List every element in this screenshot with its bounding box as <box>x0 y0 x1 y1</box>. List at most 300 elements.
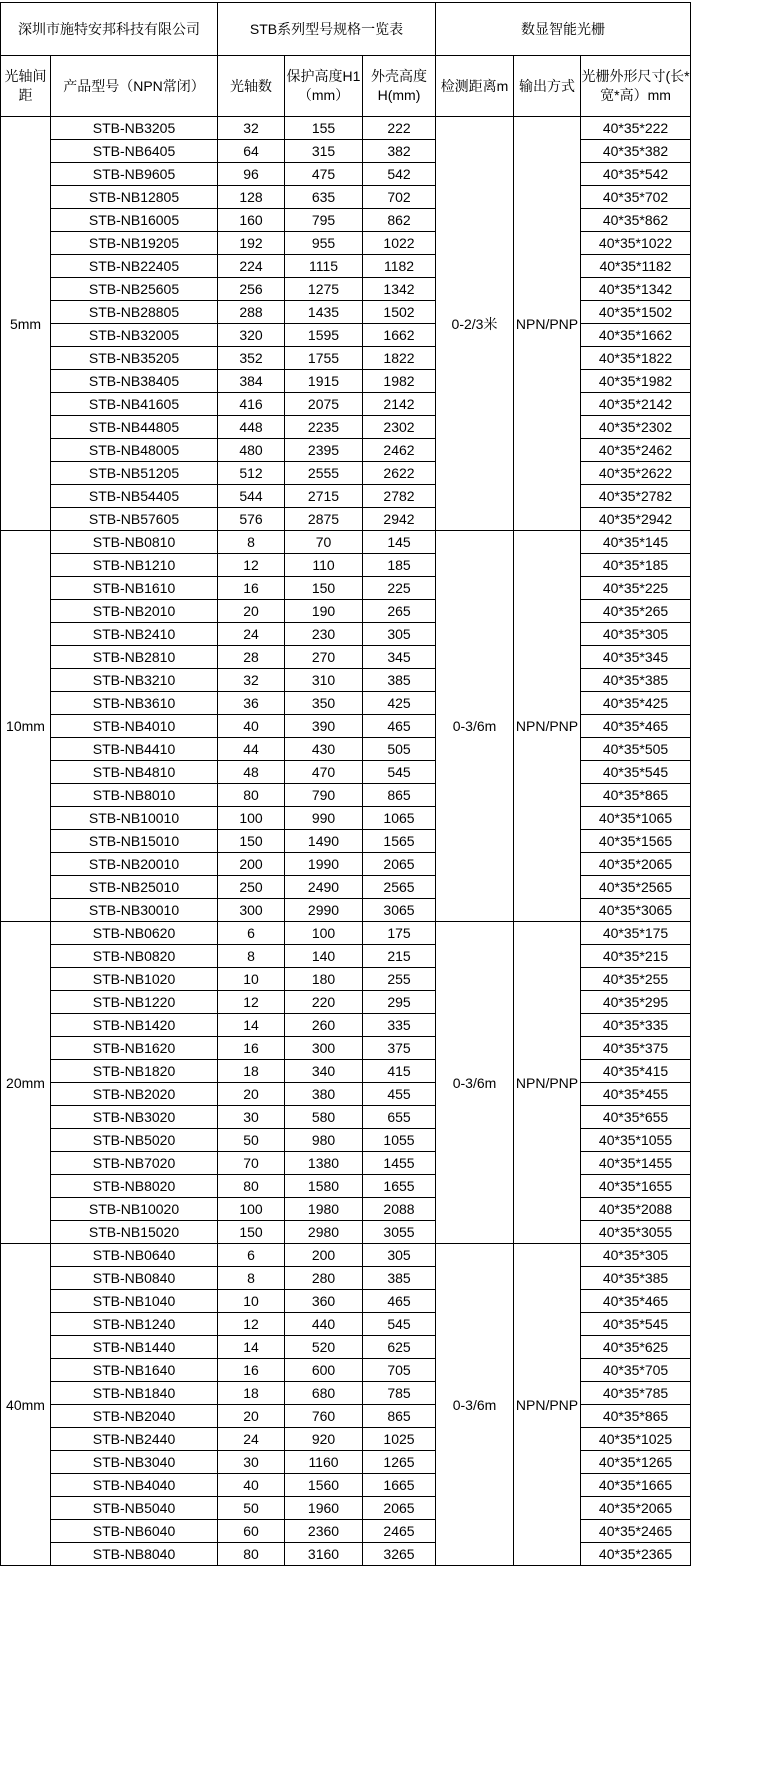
axes-cell: 192 <box>218 232 285 255</box>
size-cell: 40*35*3055 <box>581 1221 691 1244</box>
housing-height-cell: 2942 <box>363 508 436 531</box>
size-cell: 40*35*425 <box>581 692 691 715</box>
axes-cell: 200 <box>218 853 285 876</box>
protect-height-cell: 350 <box>285 692 363 715</box>
protect-height-cell: 760 <box>285 1405 363 1428</box>
table-row <box>1 876 691 899</box>
size-cell: 40*35*1655 <box>581 1175 691 1198</box>
distance-group-cell: 0-3/6m <box>436 922 514 1244</box>
protect-height-cell: 1560 <box>285 1474 363 1497</box>
protect-height-cell: 340 <box>285 1060 363 1083</box>
model-cell: STB-NB1420 <box>51 1014 218 1037</box>
model-cell: STB-NB38405 <box>51 370 218 393</box>
size-cell: 40*35*375 <box>581 1037 691 1060</box>
size-cell: 40*35*2782 <box>581 485 691 508</box>
model-cell: STB-NB35205 <box>51 347 218 370</box>
model-cell: STB-NB57605 <box>51 508 218 531</box>
axes-cell: 576 <box>218 508 285 531</box>
model-cell: STB-NB51205 <box>51 462 218 485</box>
size-cell: 40*35*2365 <box>581 1543 691 1566</box>
protect-height-cell: 270 <box>285 646 363 669</box>
size-cell: 40*35*455 <box>581 1083 691 1106</box>
housing-height-cell: 295 <box>363 991 436 1014</box>
protect-height-cell: 1990 <box>285 853 363 876</box>
model-cell: STB-NB6405 <box>51 140 218 163</box>
protect-height-cell: 100 <box>285 922 363 945</box>
protect-height-cell: 190 <box>285 600 363 623</box>
model-cell: STB-NB5040 <box>51 1497 218 1520</box>
size-cell: 40*35*702 <box>581 186 691 209</box>
size-cell: 40*35*2142 <box>581 393 691 416</box>
size-cell: 40*35*1565 <box>581 830 691 853</box>
size-cell: 40*35*345 <box>581 646 691 669</box>
model-cell: STB-NB3610 <box>51 692 218 715</box>
table-row <box>1 922 691 945</box>
table-row <box>1 1497 691 1520</box>
axes-cell: 32 <box>218 669 285 692</box>
table-row <box>1 462 691 485</box>
size-cell: 40*35*1665 <box>581 1474 691 1497</box>
table-row <box>1 1152 691 1175</box>
size-cell: 40*35*2565 <box>581 876 691 899</box>
table-row <box>1 393 691 416</box>
distance-group-cell: 0-3/6m <box>436 1244 514 1566</box>
protect-height-cell: 155 <box>285 117 363 140</box>
axes-cell: 32 <box>218 117 285 140</box>
table-row <box>1 715 691 738</box>
model-cell: STB-NB1240 <box>51 1313 218 1336</box>
axes-cell: 12 <box>218 991 285 1014</box>
table-row <box>1 370 691 393</box>
model-cell: STB-NB0620 <box>51 922 218 945</box>
axes-cell: 480 <box>218 439 285 462</box>
model-cell: STB-NB5020 <box>51 1129 218 1152</box>
protect-height-cell: 310 <box>285 669 363 692</box>
size-cell: 40*35*415 <box>581 1060 691 1083</box>
header-distance: 检测距离m <box>436 56 514 117</box>
table-row <box>1 1474 691 1497</box>
protect-height-cell: 2875 <box>285 508 363 531</box>
model-cell: STB-NB25605 <box>51 278 218 301</box>
axes-cell: 6 <box>218 922 285 945</box>
size-cell: 40*35*1265 <box>581 1451 691 1474</box>
axes-cell: 512 <box>218 462 285 485</box>
size-cell: 40*35*265 <box>581 600 691 623</box>
protect-height-cell: 955 <box>285 232 363 255</box>
protect-height-cell: 1380 <box>285 1152 363 1175</box>
size-cell: 40*35*625 <box>581 1336 691 1359</box>
table-row <box>1 669 691 692</box>
size-cell: 40*35*465 <box>581 715 691 738</box>
housing-height-cell: 865 <box>363 784 436 807</box>
table-row <box>1 830 691 853</box>
size-cell: 40*35*865 <box>581 784 691 807</box>
protect-height-cell: 200 <box>285 1244 363 1267</box>
table-row <box>1 853 691 876</box>
model-cell: STB-NB1440 <box>51 1336 218 1359</box>
axes-cell: 80 <box>218 1543 285 1566</box>
pitch-group-cell: 5mm <box>1 117 51 531</box>
axes-cell: 12 <box>218 1313 285 1336</box>
axes-cell: 40 <box>218 715 285 738</box>
housing-height-cell: 542 <box>363 163 436 186</box>
housing-height-cell: 2462 <box>363 439 436 462</box>
housing-height-cell: 2782 <box>363 485 436 508</box>
protect-height-cell: 280 <box>285 1267 363 1290</box>
housing-height-cell: 385 <box>363 669 436 692</box>
model-cell: STB-NB2040 <box>51 1405 218 1428</box>
size-cell: 40*35*382 <box>581 140 691 163</box>
header-row <box>1 56 691 117</box>
table-row <box>1 324 691 347</box>
housing-height-cell: 375 <box>363 1037 436 1060</box>
housing-height-cell: 505 <box>363 738 436 761</box>
header-output: 输出方式 <box>514 56 581 117</box>
size-cell: 40*35*2465 <box>581 1520 691 1543</box>
axes-cell: 18 <box>218 1060 285 1083</box>
protect-height-cell: 390 <box>285 715 363 738</box>
protect-height-cell: 2980 <box>285 1221 363 1244</box>
model-cell: STB-NB0640 <box>51 1244 218 1267</box>
model-cell: STB-NB15020 <box>51 1221 218 1244</box>
size-cell: 40*35*655 <box>581 1106 691 1129</box>
table-row <box>1 1060 691 1083</box>
size-cell: 40*35*1662 <box>581 324 691 347</box>
housing-height-cell: 1455 <box>363 1152 436 1175</box>
axes-cell: 14 <box>218 1336 285 1359</box>
protect-height-cell: 795 <box>285 209 363 232</box>
protect-height-cell: 1755 <box>285 347 363 370</box>
output-group-cell: NPN/PNP <box>514 922 581 1244</box>
table-row <box>1 1198 691 1221</box>
table-row <box>1 807 691 830</box>
axes-cell: 30 <box>218 1451 285 1474</box>
housing-height-cell: 1055 <box>363 1129 436 1152</box>
axes-cell: 8 <box>218 531 285 554</box>
size-cell: 40*35*705 <box>581 1359 691 1382</box>
model-cell: STB-NB4040 <box>51 1474 218 1497</box>
product-title: 数显智能光栅 <box>436 3 691 56</box>
housing-height-cell: 1665 <box>363 1474 436 1497</box>
protect-height-cell: 360 <box>285 1290 363 1313</box>
housing-height-cell: 2065 <box>363 853 436 876</box>
model-cell: STB-NB2410 <box>51 623 218 646</box>
table-row <box>1 1336 691 1359</box>
axes-cell: 60 <box>218 1520 285 1543</box>
size-cell: 40*35*1182 <box>581 255 691 278</box>
housing-height-cell: 215 <box>363 945 436 968</box>
axes-cell: 8 <box>218 1267 285 1290</box>
axes-cell: 30 <box>218 1106 285 1129</box>
axes-cell: 256 <box>218 278 285 301</box>
model-cell: STB-NB16005 <box>51 209 218 232</box>
table-row <box>1 416 691 439</box>
header-size: 光栅外形尺寸(长*宽*高）mm <box>581 56 691 117</box>
table-row <box>1 554 691 577</box>
protect-height-cell: 990 <box>285 807 363 830</box>
model-cell: STB-NB1210 <box>51 554 218 577</box>
protect-height-cell: 1115 <box>285 255 363 278</box>
axes-cell: 40 <box>218 1474 285 1497</box>
axes-cell: 250 <box>218 876 285 899</box>
axes-cell: 16 <box>218 1359 285 1382</box>
protect-height-cell: 600 <box>285 1359 363 1382</box>
header-axes: 光轴数 <box>218 56 285 117</box>
table-row <box>1 1129 691 1152</box>
protect-height-cell: 1960 <box>285 1497 363 1520</box>
protect-height-cell: 3160 <box>285 1543 363 1566</box>
housing-height-cell: 465 <box>363 715 436 738</box>
housing-height-cell: 625 <box>363 1336 436 1359</box>
table-row <box>1 1313 691 1336</box>
axes-cell: 150 <box>218 1221 285 1244</box>
protect-height-cell: 70 <box>285 531 363 554</box>
size-cell: 40*35*255 <box>581 968 691 991</box>
protect-height-cell: 580 <box>285 1106 363 1129</box>
protect-height-cell: 2075 <box>285 393 363 416</box>
protect-height-cell: 920 <box>285 1428 363 1451</box>
axes-cell: 70 <box>218 1152 285 1175</box>
protect-height-cell: 2490 <box>285 876 363 899</box>
model-cell: STB-NB12805 <box>51 186 218 209</box>
size-cell: 40*35*1022 <box>581 232 691 255</box>
housing-height-cell: 1265 <box>363 1451 436 1474</box>
model-cell: STB-NB3205 <box>51 117 218 140</box>
axes-cell: 80 <box>218 784 285 807</box>
size-cell: 40*35*185 <box>581 554 691 577</box>
size-cell: 40*35*305 <box>581 623 691 646</box>
table-row <box>1 1106 691 1129</box>
protect-height-cell: 315 <box>285 140 363 163</box>
model-cell: STB-NB1820 <box>51 1060 218 1083</box>
axes-cell: 300 <box>218 899 285 922</box>
axes-cell: 24 <box>218 623 285 646</box>
size-cell: 40*35*295 <box>581 991 691 1014</box>
housing-height-cell: 1025 <box>363 1428 436 1451</box>
axes-cell: 100 <box>218 807 285 830</box>
table-row <box>1 623 691 646</box>
protect-height-cell: 260 <box>285 1014 363 1037</box>
table-row <box>1 968 691 991</box>
size-cell: 40*35*3065 <box>581 899 691 922</box>
size-cell: 40*35*215 <box>581 945 691 968</box>
axes-cell: 18 <box>218 1382 285 1405</box>
table-row <box>1 692 691 715</box>
axes-cell: 100 <box>218 1198 285 1221</box>
axes-cell: 10 <box>218 968 285 991</box>
protect-height-cell: 1160 <box>285 1451 363 1474</box>
protect-height-cell: 520 <box>285 1336 363 1359</box>
model-cell: STB-NB2010 <box>51 600 218 623</box>
model-cell: STB-NB4810 <box>51 761 218 784</box>
spec-table <box>0 2 691 1566</box>
table-row <box>1 1244 691 1267</box>
size-cell: 40*35*1055 <box>581 1129 691 1152</box>
axes-cell: 12 <box>218 554 285 577</box>
table-row <box>1 209 691 232</box>
model-cell: STB-NB4010 <box>51 715 218 738</box>
housing-height-cell: 265 <box>363 600 436 623</box>
table-row <box>1 1083 691 1106</box>
axes-cell: 48 <box>218 761 285 784</box>
axes-cell: 288 <box>218 301 285 324</box>
model-cell: STB-NB19205 <box>51 232 218 255</box>
protect-height-cell: 110 <box>285 554 363 577</box>
model-cell: STB-NB2810 <box>51 646 218 669</box>
housing-height-cell: 425 <box>363 692 436 715</box>
table-row <box>1 1359 691 1382</box>
output-group-cell: NPN/PNP <box>514 1244 581 1566</box>
table-row <box>1 1428 691 1451</box>
protect-height-cell: 230 <box>285 623 363 646</box>
axes-cell: 416 <box>218 393 285 416</box>
axes-cell: 448 <box>218 416 285 439</box>
axes-cell: 50 <box>218 1497 285 1520</box>
axes-cell: 320 <box>218 324 285 347</box>
model-cell: STB-NB4410 <box>51 738 218 761</box>
header-protect-height: 保护高度H1（mm） <box>285 56 363 117</box>
model-cell: STB-NB1220 <box>51 991 218 1014</box>
output-group-cell: NPN/PNP <box>514 117 581 531</box>
axes-cell: 6 <box>218 1244 285 1267</box>
table-row <box>1 1405 691 1428</box>
housing-height-cell: 2622 <box>363 462 436 485</box>
protect-height-cell: 140 <box>285 945 363 968</box>
housing-height-cell: 545 <box>363 1313 436 1336</box>
model-cell: STB-NB22405 <box>51 255 218 278</box>
size-cell: 40*35*175 <box>581 922 691 945</box>
pitch-group-cell: 10mm <box>1 531 51 922</box>
model-cell: STB-NB25010 <box>51 876 218 899</box>
axes-cell: 20 <box>218 1405 285 1428</box>
housing-height-cell: 415 <box>363 1060 436 1083</box>
housing-height-cell: 1822 <box>363 347 436 370</box>
table-row <box>1 738 691 761</box>
table-row <box>1 577 691 600</box>
axes-cell: 24 <box>218 1428 285 1451</box>
model-cell: STB-NB10020 <box>51 1198 218 1221</box>
protect-height-cell: 2715 <box>285 485 363 508</box>
table-row <box>1 163 691 186</box>
table-row <box>1 531 691 554</box>
table-row <box>1 1290 691 1313</box>
housing-height-cell: 222 <box>363 117 436 140</box>
table-row <box>1 186 691 209</box>
axes-cell: 224 <box>218 255 285 278</box>
table-row <box>1 140 691 163</box>
housing-height-cell: 1982 <box>363 370 436 393</box>
housing-height-cell: 1065 <box>363 807 436 830</box>
axes-cell: 10 <box>218 1290 285 1313</box>
model-cell: STB-NB30010 <box>51 899 218 922</box>
table-row <box>1 1014 691 1037</box>
protect-height-cell: 2395 <box>285 439 363 462</box>
housing-height-cell: 2565 <box>363 876 436 899</box>
size-cell: 40*35*335 <box>581 1014 691 1037</box>
housing-height-cell: 702 <box>363 186 436 209</box>
size-cell: 40*35*2088 <box>581 1198 691 1221</box>
axes-cell: 28 <box>218 646 285 669</box>
housing-height-cell: 1655 <box>363 1175 436 1198</box>
protect-height-cell: 2235 <box>285 416 363 439</box>
size-cell: 40*35*2942 <box>581 508 691 531</box>
table-row <box>1 945 691 968</box>
protect-height-cell: 470 <box>285 761 363 784</box>
axes-cell: 20 <box>218 600 285 623</box>
table-row <box>1 899 691 922</box>
housing-height-cell: 1502 <box>363 301 436 324</box>
protect-height-cell: 680 <box>285 1382 363 1405</box>
protect-height-cell: 1595 <box>285 324 363 347</box>
table-row <box>1 232 691 255</box>
axes-cell: 544 <box>218 485 285 508</box>
axes-cell: 80 <box>218 1175 285 1198</box>
table-row <box>1 646 691 669</box>
model-cell: STB-NB3020 <box>51 1106 218 1129</box>
axes-cell: 50 <box>218 1129 285 1152</box>
model-cell: STB-NB8010 <box>51 784 218 807</box>
size-cell: 40*35*785 <box>581 1382 691 1405</box>
protect-height-cell: 475 <box>285 163 363 186</box>
size-cell: 40*35*225 <box>581 577 691 600</box>
model-cell: STB-NB54405 <box>51 485 218 508</box>
table-row <box>1 1543 691 1566</box>
size-cell: 40*35*2622 <box>581 462 691 485</box>
protect-height-cell: 430 <box>285 738 363 761</box>
table-row <box>1 508 691 531</box>
header-pitch: 光轴间距 <box>1 56 51 117</box>
housing-height-cell: 305 <box>363 1244 436 1267</box>
table-row <box>1 600 691 623</box>
model-cell: STB-NB8020 <box>51 1175 218 1198</box>
protect-height-cell: 1435 <box>285 301 363 324</box>
housing-height-cell: 705 <box>363 1359 436 1382</box>
size-cell: 40*35*385 <box>581 1267 691 1290</box>
protect-height-cell: 980 <box>285 1129 363 1152</box>
housing-height-cell: 2065 <box>363 1497 436 1520</box>
table-row <box>1 117 691 140</box>
table-row <box>1 1037 691 1060</box>
model-cell: STB-NB2020 <box>51 1083 218 1106</box>
header-model: 产品型号（NPN常闭） <box>51 56 218 117</box>
model-cell: STB-NB0840 <box>51 1267 218 1290</box>
size-cell: 40*35*385 <box>581 669 691 692</box>
size-cell: 40*35*545 <box>581 1313 691 1336</box>
size-cell: 40*35*1455 <box>581 1152 691 1175</box>
protect-height-cell: 1580 <box>285 1175 363 1198</box>
size-cell: 40*35*2462 <box>581 439 691 462</box>
axes-cell: 16 <box>218 1037 285 1060</box>
protect-height-cell: 220 <box>285 991 363 1014</box>
housing-height-cell: 1022 <box>363 232 436 255</box>
table-row <box>1 485 691 508</box>
table-row <box>1 1267 691 1290</box>
protect-height-cell: 2555 <box>285 462 363 485</box>
model-cell: STB-NB1640 <box>51 1359 218 1382</box>
protect-height-cell: 635 <box>285 186 363 209</box>
model-cell: STB-NB32005 <box>51 324 218 347</box>
housing-height-cell: 545 <box>363 761 436 784</box>
housing-height-cell: 3055 <box>363 1221 436 1244</box>
axes-cell: 8 <box>218 945 285 968</box>
size-cell: 40*35*1822 <box>581 347 691 370</box>
pitch-group-cell: 40mm <box>1 1244 51 1566</box>
axes-cell: 352 <box>218 347 285 370</box>
size-cell: 40*35*222 <box>581 117 691 140</box>
protect-height-cell: 2990 <box>285 899 363 922</box>
size-cell: 40*35*2065 <box>581 1497 691 1520</box>
table-row <box>1 1451 691 1474</box>
